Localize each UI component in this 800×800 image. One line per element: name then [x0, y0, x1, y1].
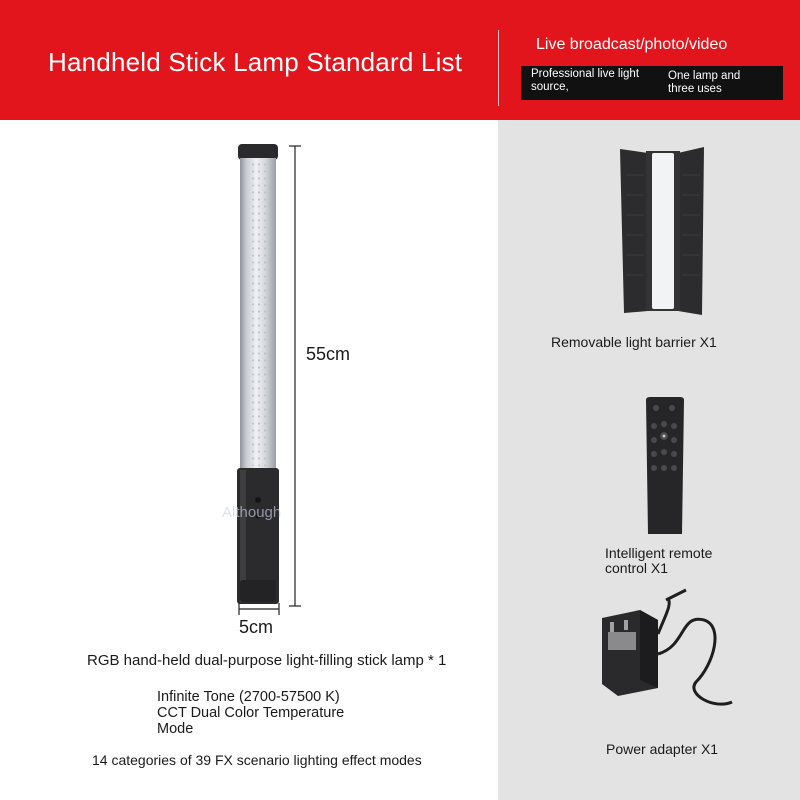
stick-lamp-icon	[232, 140, 292, 610]
power-adapter-label: Power adapter X1	[606, 741, 719, 757]
feature-tag-box	[521, 66, 783, 100]
header-subtitle: Live broadcast/photo/video	[536, 36, 728, 53]
overlay-watermark-text: ft	[476, 700, 491, 730]
feature-tag-three-uses: One lamp and three uses	[668, 70, 741, 95]
light-barrier-label: Removable light barrier X1	[551, 334, 717, 350]
header-divider	[498, 30, 499, 106]
width-dimension-line	[238, 602, 280, 616]
feature-tag-light-source: Professional live light source,	[531, 68, 640, 93]
height-label: 55cm	[306, 344, 351, 364]
page-title: Handheld Stick Lamp Standard List	[48, 47, 463, 77]
remote-control-icon	[644, 396, 686, 536]
power-adapter-icon	[596, 584, 738, 722]
watermark-text: Although	[222, 504, 282, 521]
width-label: 5cm	[239, 617, 274, 637]
product-description: RGB hand-held dual-purpose light-filling stick lamp * 1	[87, 652, 447, 669]
light-barrier-icon	[618, 145, 706, 317]
fx-modes-text: 14 categories of 39 FX scenario lighting effect modes	[92, 752, 422, 768]
remote-control-label: Intelligent remote control X1	[605, 545, 713, 576]
height-dimension-line	[288, 145, 302, 607]
header-banner	[0, 0, 800, 120]
color-temperature-text: Infinite Tone (2700-57500 K) CCT Dual Color Temperature Mode	[157, 689, 345, 737]
